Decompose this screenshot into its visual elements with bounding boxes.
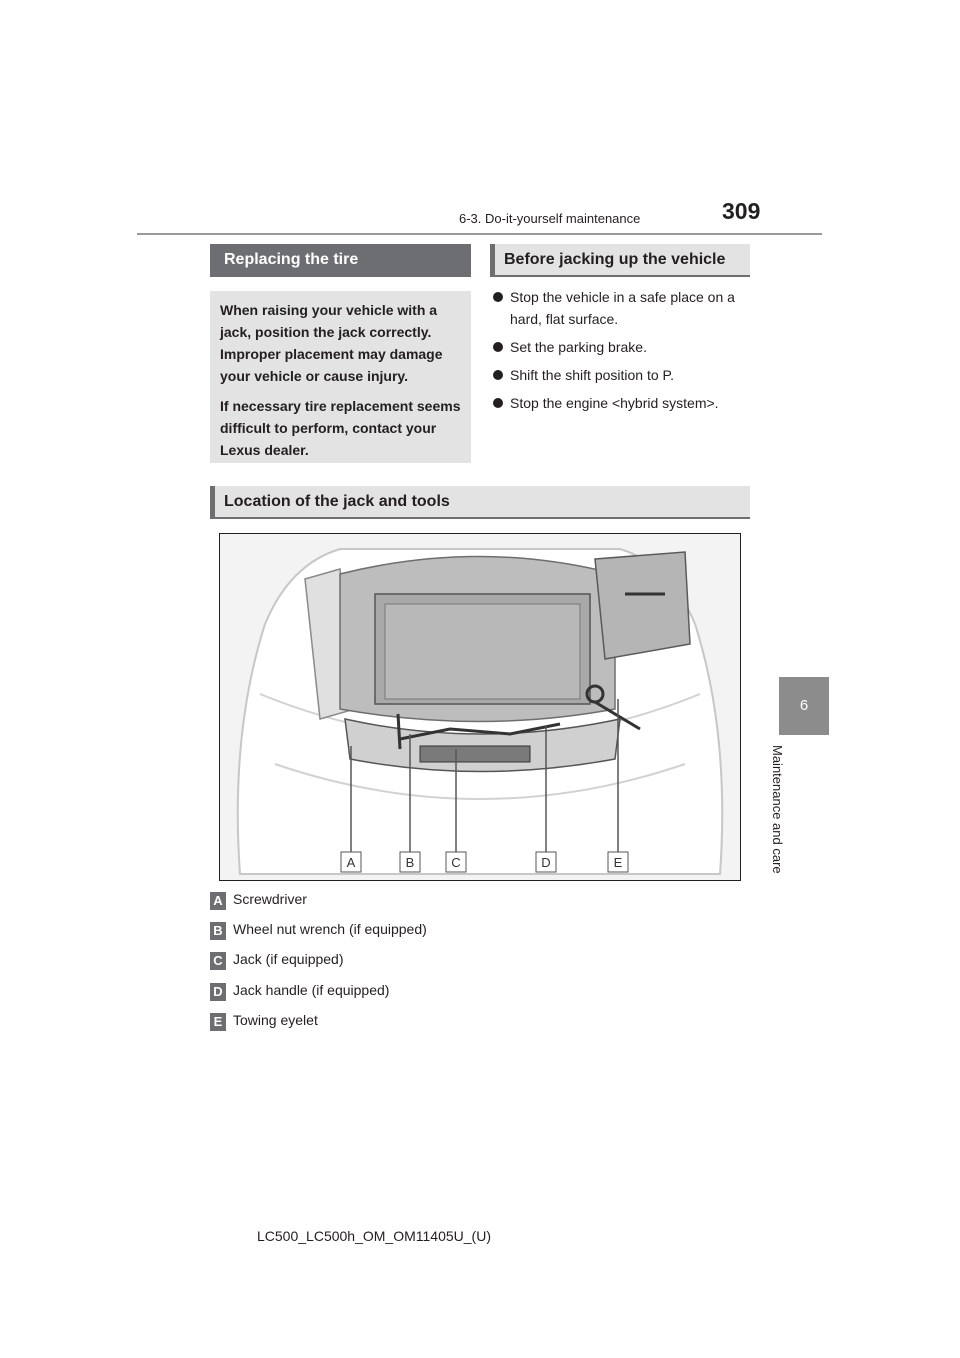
legend-key-b: B bbox=[210, 922, 226, 940]
bullet-dot-icon bbox=[493, 370, 503, 380]
replacing-tire-notebox bbox=[210, 291, 471, 463]
before-jacking-title: Before jacking up the vehicle bbox=[490, 244, 750, 277]
list-item: Stop the engine <hybrid system>. bbox=[490, 392, 752, 414]
chapter-tab-label: Maintenance and care bbox=[770, 745, 785, 874]
callout-c: C bbox=[451, 855, 461, 870]
trunk-drawing bbox=[220, 534, 740, 880]
location-title: Location of the jack and tools bbox=[210, 486, 750, 519]
chapter-tab: 6 bbox=[779, 677, 829, 735]
bullet-dot-icon bbox=[493, 292, 503, 302]
bullet-dot-icon bbox=[493, 398, 503, 408]
chapter-tab-label-wrap bbox=[770, 745, 799, 895]
note-paragraph-2: If necessary tire replacement seems difficult to perform, contact your Lexus dealer. bbox=[220, 398, 461, 458]
callout-b: B bbox=[405, 855, 415, 870]
replacing-tire-title: Replacing the tire bbox=[210, 244, 471, 277]
header-rule bbox=[137, 233, 822, 235]
legend-text-b: Wheel nut wrench (if equipped) bbox=[233, 921, 427, 937]
bullet-dot-icon bbox=[493, 342, 503, 352]
jack-shape bbox=[420, 746, 530, 762]
trunk-illustration bbox=[219, 533, 741, 881]
trunk-board bbox=[385, 604, 580, 699]
page-number: 309 bbox=[722, 198, 761, 224]
legend-text-a: Screwdriver bbox=[233, 891, 307, 907]
list-item: Set the parking brake. bbox=[490, 336, 752, 358]
right-panel bbox=[595, 552, 690, 659]
callout-d: D bbox=[541, 855, 551, 870]
screwdriver-shape bbox=[398, 714, 400, 749]
legend-key-d: D bbox=[210, 983, 226, 1001]
running-header-section: 6-3. Do-it-yourself maintenance bbox=[459, 211, 641, 226]
legend-key-c: C bbox=[210, 952, 226, 970]
note-paragraph-1: When raising your vehicle with a jack, position the jack correctly. Improper placement may damage your vehicle or cause injury. bbox=[220, 302, 443, 384]
legend-text-d: Jack handle (if equipped) bbox=[233, 982, 390, 998]
legend-text-c: Jack (if equipped) bbox=[233, 951, 344, 967]
document-code: LC500_LC500h_OM_OM11405U_(U) bbox=[257, 1228, 491, 1244]
callout-a: A bbox=[346, 855, 356, 870]
legend-key-e: E bbox=[210, 1013, 226, 1031]
legend-key-a: A bbox=[210, 892, 226, 910]
legend-text-e: Towing eyelet bbox=[233, 1012, 318, 1028]
before-jacking-list bbox=[490, 286, 752, 420]
callout-e: E bbox=[613, 855, 623, 870]
list-item: Shift the shift position to P. bbox=[490, 364, 752, 386]
list-item: Stop the vehicle in a safe place on a hard, flat surface. bbox=[490, 286, 752, 330]
